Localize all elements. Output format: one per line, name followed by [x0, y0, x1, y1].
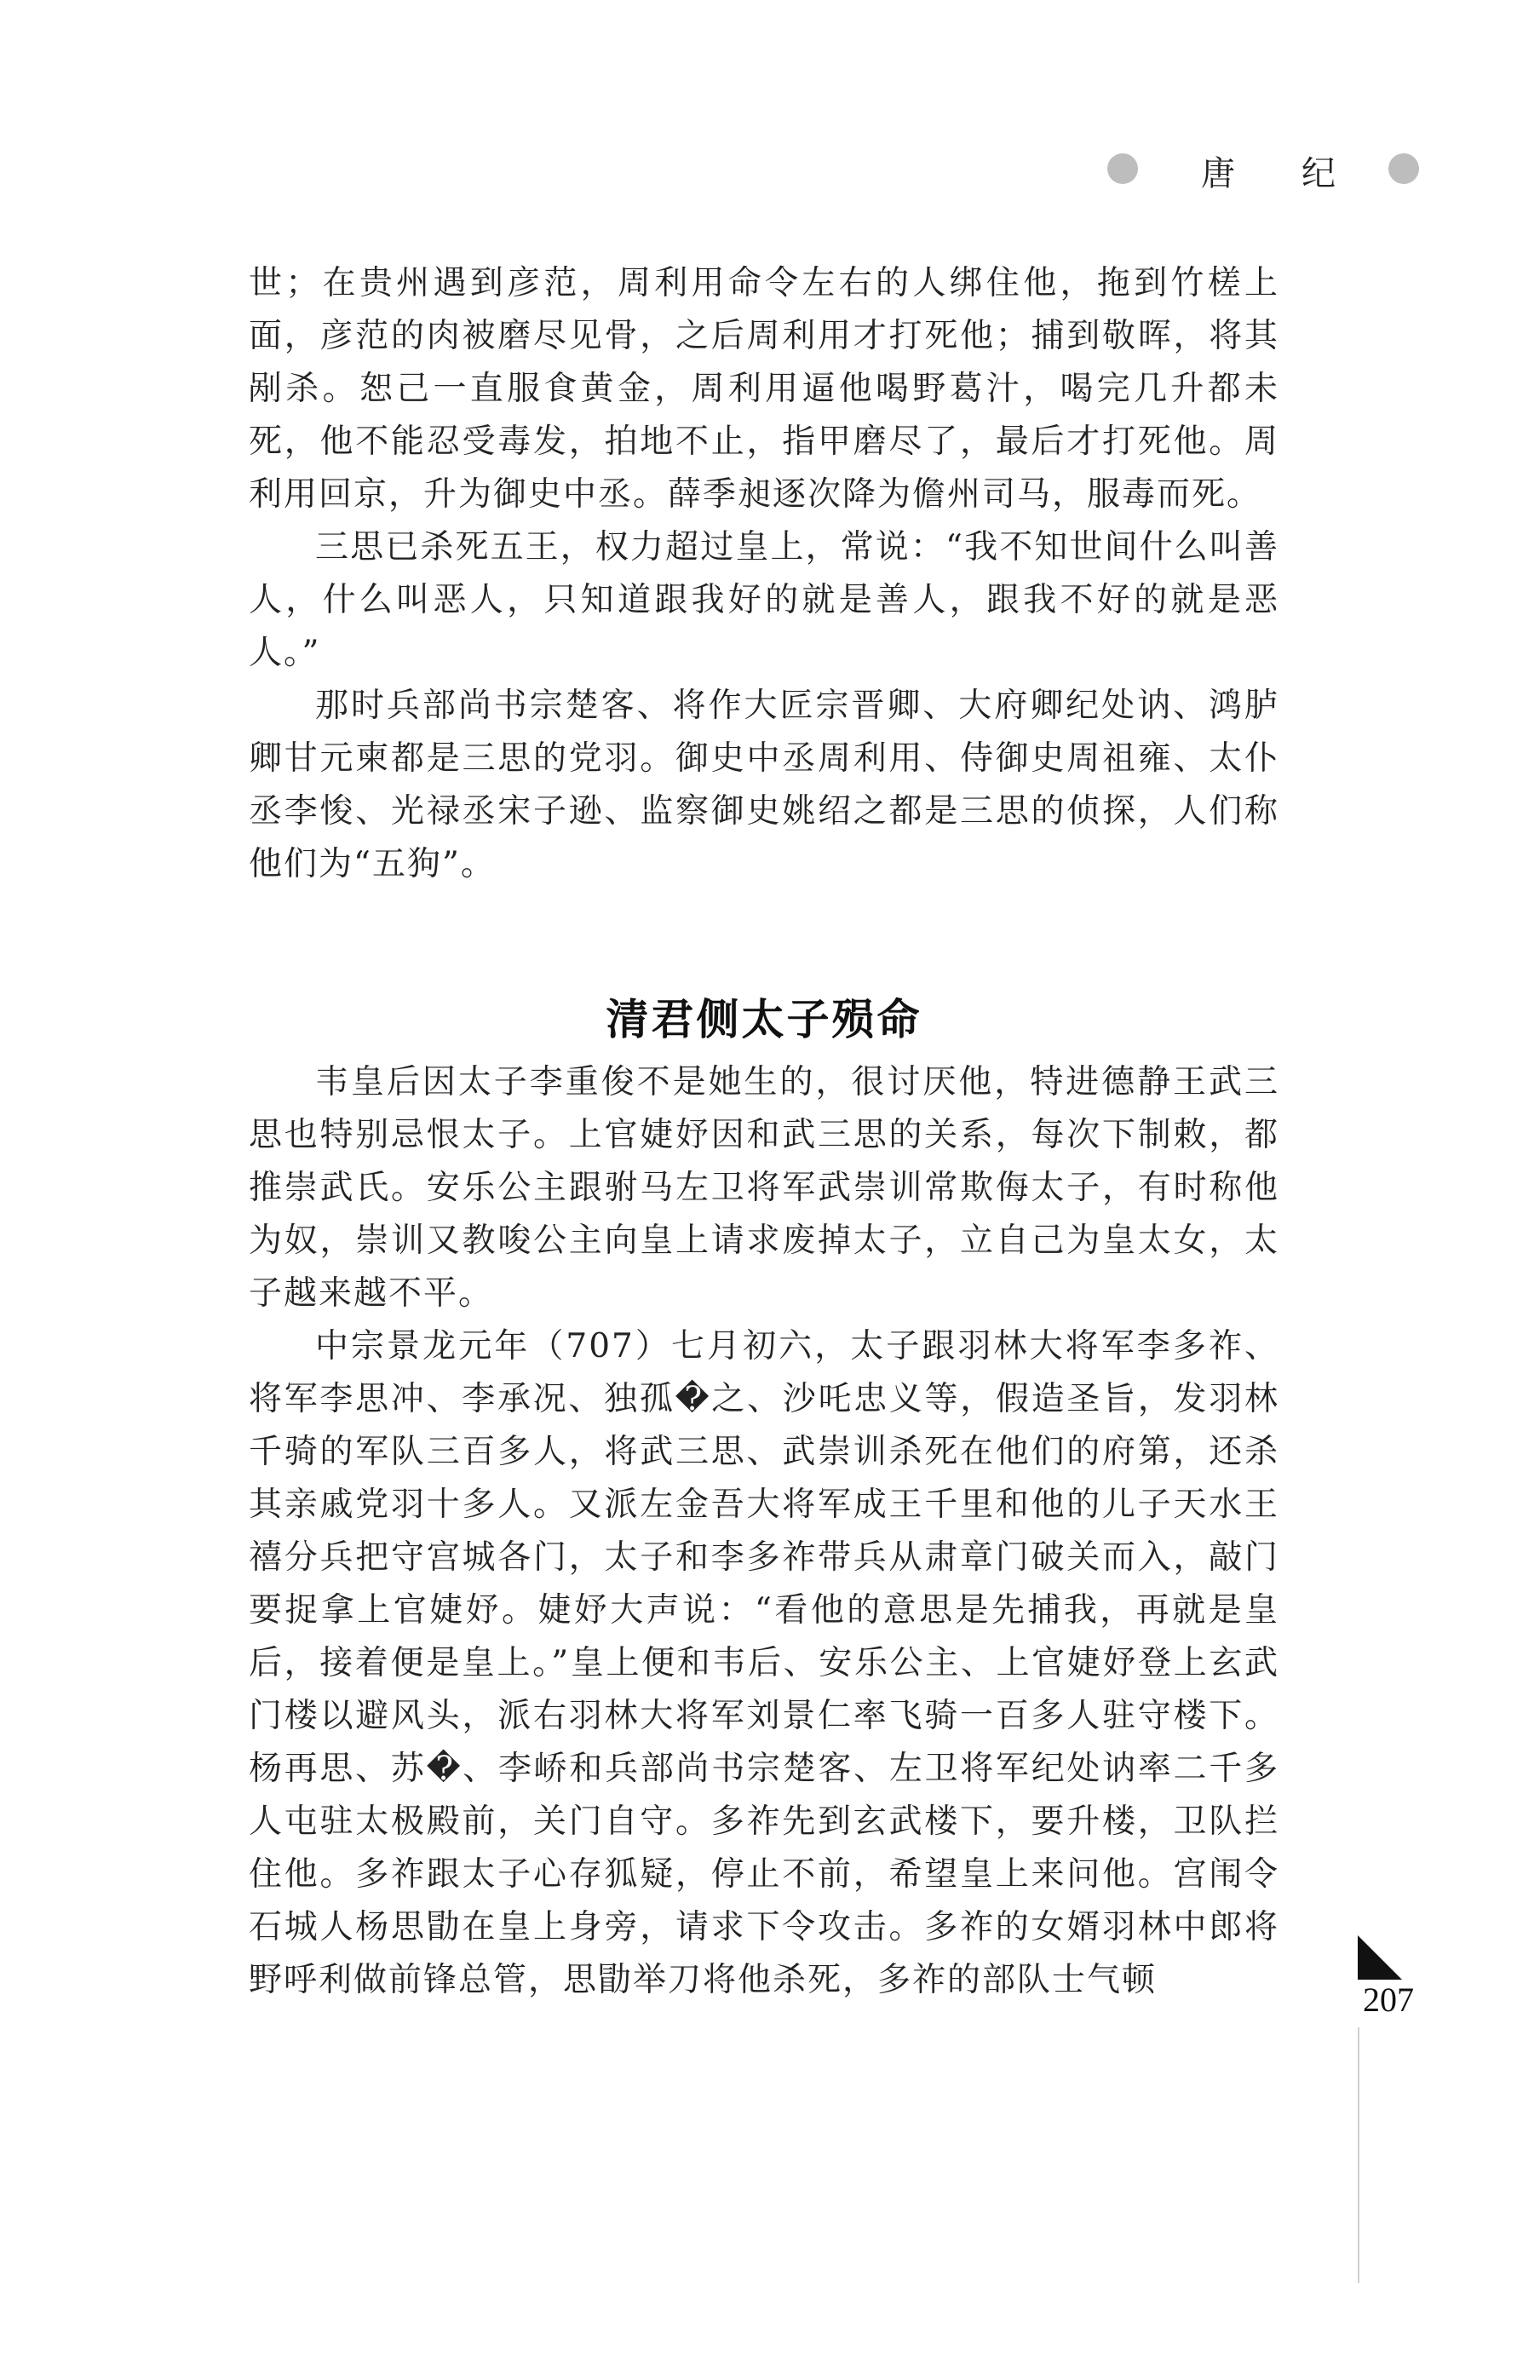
- paragraph-jinglong-coup: 中宗景龙元年（707）七月初六，太子跟羽林大将军李多祚、将军李思冲、李承况、独孤�之、沙吒忠义等，假造圣旨，发羽林千骑的军队三百多人，将武三思、武崇训杀死在他们的府第，还杀其亲戚党羽十多人。又派左金吾大将军成王千里和他的儿子天水王禧分兵把守宫城各门，太子和李多祚带兵从肃章门破关而入，敲门要捉拿上官婕妤。婕妤大声说：“看他的意思是先捕我，再就是皇后，接着便是皇上。”皇上便和韦后、安乐公主、上官婕妤登上玄武门楼以避风头，派右羽林大将军刘景仁率飞骑一百多人驻守楼下。杨再思、苏�、李峤和兵部尚书宗楚客、左卫将军纪处讷率二千多人屯驻太极殿前，关门自守。多祚先到玄武楼下，要升楼，卫队拦住他。多祚跟太子心存狐疑，停止不前，希望皇上来问他。宫闱令石城人杨思勖在皇上身旁，请求下令攻击。多祚的女婿羽林中郎将野呼利做前锋总管，思勖举刀将他杀死，多祚的部队士气顿: [249, 1327, 1279, 1999]
- section-1-body: [249, 257, 1279, 891]
- header-char-ji: 纪: [1302, 154, 1336, 193]
- paragraph-empress-wei: 韦皇后因太子李重俊不是她生的，很讨厌他，特进德静王武三思也特别忌恨太子。上官婕妤因和武三思的关系，每次下制敕，都推崇武氏。安乐公主跟驸马左卫将军武崇训常欺侮太子，有时称他为奴，崇训又教唆公主向皇上请求废掉太子，立自己为皇太女，太子越来越不平。: [249, 1063, 1279, 1313]
- header-left-dot: [1107, 153, 1138, 184]
- section-2-body: [249, 1056, 1279, 2007]
- paragraph-five-dogs: 那时兵部尚书宗楚客、将作大匠宗晋卿、大府卿纪处讷、鸿胪卿甘元柬都是三思的党羽。御史中丞周利用、侍御史周祖雍、太仆丞李悛、光禄丞宋子逊、监察御史姚绍之都是三思的侦探，人们称他们为“五狗”。: [249, 687, 1279, 883]
- section-title: 清君侧太子殒命: [606, 994, 922, 1044]
- paragraph-continuation: 世；在贵州遇到彦范，周利用命令左右的人绑住他，拖到竹槎上面，彦范的肉被磨尽见骨，之后周利用才打死他；捕到敬晖，将其剐杀。恕己一直服食黄金，周利用逼他喝野葛汁，喝完几升都未死，他不能忍受毒发，拍地不止，指甲磨尽了，最后才打死他。周利用回京，升为御史中丞。薛季昶逐次降为儋州司马，服毒而死。: [249, 264, 1279, 514]
- margin-rule: [1358, 2027, 1359, 2283]
- running-header: [1107, 145, 1431, 196]
- paragraph-sansi-quote: 三思已杀死五王，权力超过皇上，常说：“我不知世间什么叫善人，什么叫恶人，只知道跟我好的就是善人，跟我不好的就是恶人。”: [249, 528, 1279, 672]
- header-right-dot: [1388, 153, 1419, 184]
- page-number: 207: [1363, 1980, 1414, 2019]
- header-char-tang: 唐: [1201, 154, 1235, 193]
- page-corner-triangle: [1358, 1935, 1402, 1980]
